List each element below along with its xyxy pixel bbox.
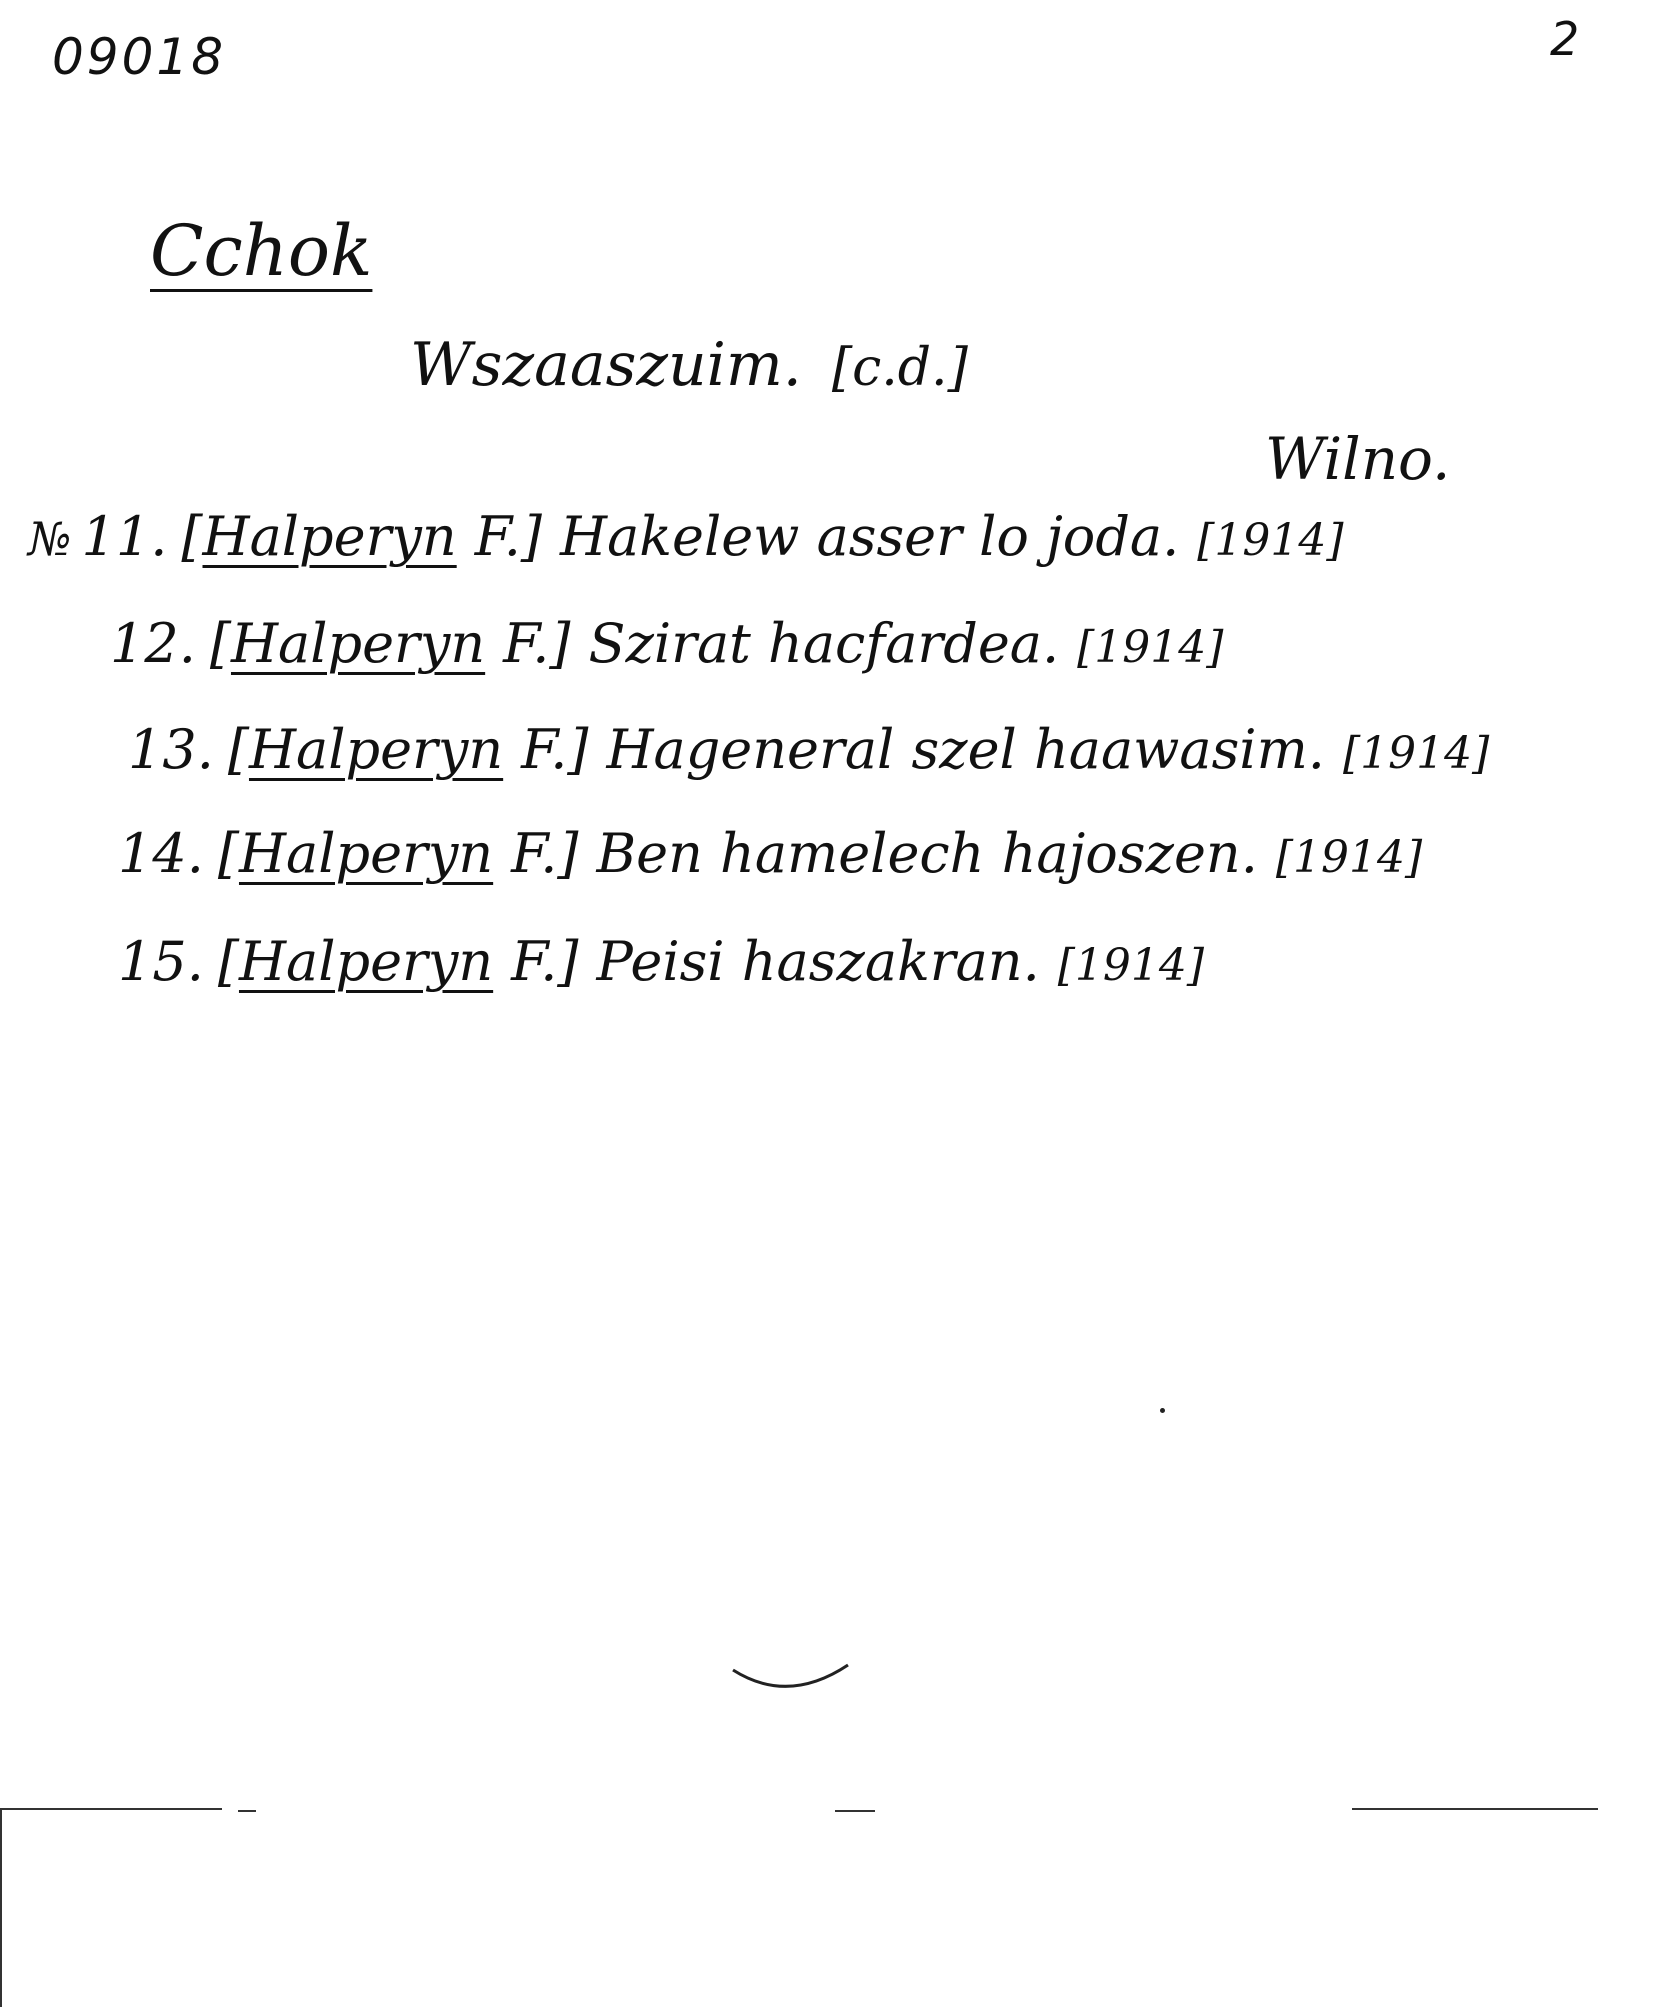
entry-author: Halperyn: [238, 822, 494, 885]
entry-author-close: F.]: [503, 612, 571, 675]
card-subtitle: [410, 330, 968, 400]
entry-author: Halperyn: [202, 505, 457, 568]
entry-number: 12.: [110, 612, 196, 675]
number-prefix: №: [28, 512, 72, 566]
entry-number: 11.: [81, 505, 168, 568]
list-item: [110, 612, 1223, 675]
entry-author-open: [: [181, 505, 203, 568]
entry-year: [1914]: [1057, 940, 1205, 991]
entry-number: 13.: [128, 718, 214, 781]
entry-number: 15.: [118, 930, 204, 993]
list-item: [28, 505, 1344, 568]
edge-line-left: [0, 1808, 222, 1810]
card-heading: Cchok: [150, 210, 373, 292]
entry-author-open: [: [227, 718, 249, 781]
entry-author: Halperyn: [248, 718, 504, 781]
entry-author-close: F.]: [521, 718, 589, 781]
entry-title: Hageneral szel haawasim.: [606, 718, 1325, 781]
subtitle-text: Wszaaszuim.: [410, 330, 802, 400]
entry-year: [1914]: [1275, 832, 1423, 883]
entry-year: [1914]: [1077, 622, 1224, 673]
entry-author: Halperyn: [238, 930, 494, 993]
entry-number: 14.: [118, 822, 204, 885]
entry-author-open: [: [209, 612, 231, 675]
list-item: [128, 718, 1489, 781]
list-item: [118, 822, 1422, 885]
entry-title: Ben hamelech hajoszen.: [596, 822, 1258, 885]
page-number: 2: [1550, 12, 1580, 66]
entry-author-close: F.]: [511, 930, 579, 993]
entry-title: Szirat hacfardea.: [588, 612, 1060, 675]
edge-dash-center: [835, 1810, 875, 1812]
edge-line-vertical: [0, 1808, 2, 2007]
entry-year: [1914]: [1342, 728, 1490, 779]
entry-author-open: [: [217, 822, 239, 885]
subtitle-note: [c.d.]: [831, 338, 968, 398]
entry-author-close: F.]: [511, 822, 579, 885]
place-of-publication: Wilno.: [1265, 425, 1451, 493]
entry-author-close: F.]: [474, 505, 542, 568]
list-item: [118, 930, 1204, 993]
ink-dot: [1160, 1408, 1165, 1413]
entry-year: [1914]: [1197, 515, 1344, 566]
entry-title: Peisi haszakran.: [596, 930, 1040, 993]
entry-author: Halperyn: [230, 612, 486, 675]
entry-title: Hakelew asser lo joda.: [559, 505, 1180, 568]
entry-author-open: [: [217, 930, 239, 993]
edge-line-right: [1352, 1808, 1598, 1810]
call-number: 09018: [52, 28, 227, 86]
edge-dash-left: [238, 1810, 256, 1812]
punch-hole-arc: [728, 1660, 858, 1710]
